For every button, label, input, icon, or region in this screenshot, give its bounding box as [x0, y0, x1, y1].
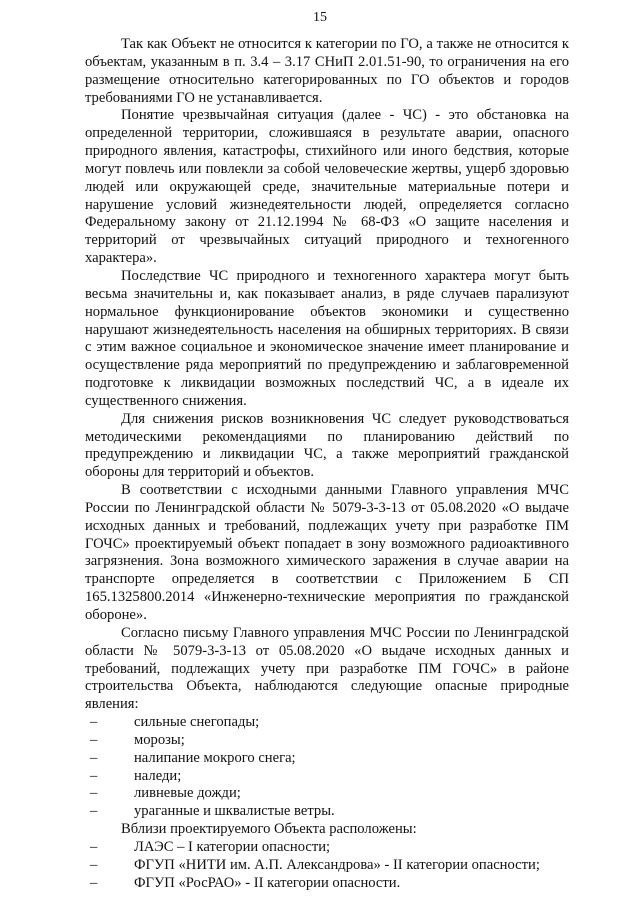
- nearby-objects-list: [85, 839, 569, 893]
- list-item-text: налипание мокрого снега;: [134, 749, 296, 766]
- list-item: [85, 768, 569, 786]
- list-item-text: ливневые дожди;: [134, 785, 241, 802]
- list-item-text: наледи;: [134, 767, 182, 784]
- dash-marker: –: [90, 767, 98, 784]
- paragraph-risk-reduction: Для снижения рисков возникновения ЧС следует руководствоваться методическими рекомендациями по планированию действий по предупреждению и ликвидации ЧС, а также мероприятий гражданской обороны для территорий и объектов.: [85, 410, 569, 481]
- list-item-text: ФГУП «РосРАО» - II категории опасности.: [134, 874, 401, 891]
- paragraph-civil-defense: Так как Объект не относится к категории по ГО, а также не относится к объектам, указанным в п. 3.4 – 3.17 СНиП 2.01.51-90, то ограничения на его размещение относительно категорированных по ГО объектов и городов требованиями ГО не устанавливается.: [85, 36, 569, 106]
- body-text: [85, 36, 569, 893]
- paragraph-emergency-definition: Понятие чрезвычайная ситуация (далее - ЧС) - это обстановка на определенной территории, сложившаяся в результате аварии, опасного природного явления, катастрофы, стихийного или иного бедствия, которые могут повлечь или повлекли за собой человеческие жертвы, ущерб здоровью людей или окружающей среде, значительные материальные потери и нарушение условий жизнедеятельности людей, определяется согласно Федеральному закону от 21.12.1994 № 68-ФЗ «О защите населения и территорий от чрезвычайных ситуаций природного и техногенного характера».: [85, 107, 569, 267]
- paragraph-source-data: В соответствии с исходными данными Главного управления МЧС России по Ленинградской области № 5079-3-3-13 от 05.08.2020 «О выдаче исходных данных и требований, подлежащих учету при разработке ПМ ГОЧС» проектируемый объект попадает в зону возможного радиоактивного загрязнения. Зона возможного химического заражения в случае аварии на транспорте определяется в соответствии с Приложением Б СП 165.1325800.2014 «Инженерно-технические мероприятия по гражданской обороне».: [85, 482, 569, 623]
- dash-marker: –: [90, 714, 98, 731]
- list-item: [85, 857, 569, 875]
- list-item-text: морозы;: [134, 731, 185, 748]
- list-item-text: сильные снегопады;: [134, 714, 260, 731]
- list-item: [85, 839, 569, 857]
- dash-marker: –: [90, 874, 98, 891]
- dash-marker: –: [90, 838, 98, 855]
- hazards-list: [85, 714, 569, 821]
- dash-marker: –: [90, 803, 98, 820]
- paragraph-consequences: Последствие ЧС природного и техногенного характера могут быть весьма значительны и, как показывает анализ, в ряде случаев парализуют нормальное функционирование объектов экономики и существенно нарушают жизнедеятельность населения на обширных территориях. В связи с этим важное социальное и экономическое значение имеет планирование и осуществление ряда мероприятий по предупреждению и заблаговременной подготовке к ликвидации возможных последствий ЧС, а в идеале их существенного снижения.: [85, 267, 569, 409]
- list-item-text: ФГУП «НИТИ им. А.П. Александрова» - II категории опасности;: [134, 856, 540, 873]
- list-item-text: ЛАЭС – I категории опасности;: [134, 838, 331, 855]
- dash-marker: –: [90, 785, 98, 802]
- dash-marker: –: [90, 856, 98, 873]
- paragraph-hazards-intro: Согласно письму Главного управления МЧС России по Ленинградской области № 5079-3-3-13 от 05.08.2020 «О выдаче исходных данных и требований, подлежащих учету при разработке ПМ ГОЧС» в районе строительства Объекта, наблюдаются следующие опасные природные явления:: [85, 624, 569, 713]
- dash-marker: –: [90, 749, 98, 766]
- paragraph-nearby-intro: Вблизи проектируемого Объекта расположены:: [121, 821, 417, 838]
- list-item: [85, 750, 569, 768]
- list-item: [85, 785, 569, 803]
- page-number: 15: [313, 10, 327, 25]
- list-item-text: ураганные и шквалистые ветры.: [134, 803, 335, 820]
- list-item: [85, 732, 569, 750]
- dash-marker: –: [90, 731, 98, 748]
- list-item: [85, 875, 569, 893]
- list-item: [85, 803, 569, 821]
- list-item: [85, 714, 569, 732]
